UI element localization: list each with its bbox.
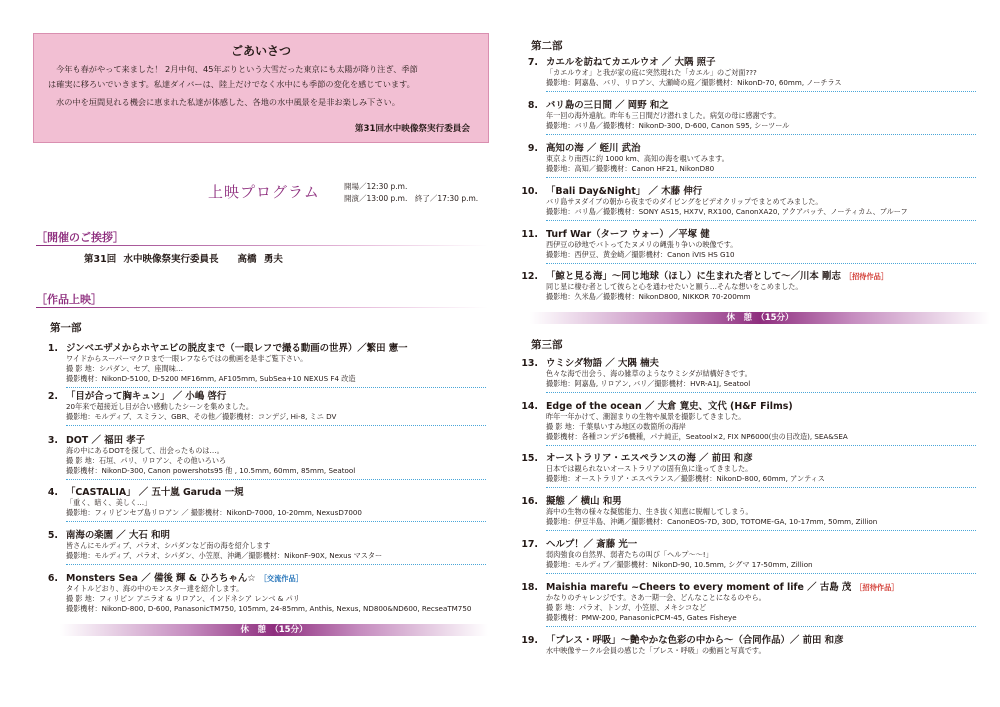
program-item-heading <box>518 226 988 240</box>
program-item-number: 16. <box>521 496 538 507</box>
program-item-title: ジンベエザメからホヤエビの脱皮まで（一眼レフで撮る動画の世界）／繁田 憲一 <box>66 343 408 354</box>
program-item-heading <box>518 632 988 646</box>
program-item-heading <box>518 183 988 197</box>
program-item <box>518 268 988 302</box>
program-item <box>518 226 988 260</box>
program-item-detail: かなりのチャレンジです。さあ一期一会、どんなことになるのやら。 <box>546 593 766 602</box>
program-item-heading <box>518 54 988 68</box>
program-item-heading <box>518 398 988 412</box>
program-item <box>518 450 988 484</box>
program-item-title: 南海の楽園 ／ 大石 和明 <box>66 530 170 541</box>
program-item-title: 高知の海 ／ 蛭川 武治 <box>546 143 641 154</box>
program-item-detail: 20年来で超接近し目が合い感動したシーンを集めました。 <box>66 402 254 411</box>
program-item-detail: 「カエルウオ」と我が家の庭に突然現れた「カエル」のご対面??? <box>546 68 757 77</box>
dotted-divider <box>546 445 976 446</box>
program-item-detail: 撮影地：モルディブ、パラオ、シパダン、小笠原、沖縄／撮影機材：NikonF-90X, Nexus マスター <box>66 551 383 560</box>
program-item-title: Turf War（ターフ ウォー）／平塚 健 <box>546 229 710 240</box>
break-banner-1: 休 憩 （15分） <box>60 624 488 636</box>
program-item-detail: 皆さんにモルディブ、パラオ、シパダンなど南の海を紹介します <box>66 541 271 550</box>
program-item-heading <box>38 527 498 541</box>
program-item-detail: 同じ星に棲む者として彼らと心を通わせたいと願う…そんな想いをこめました。 <box>546 282 803 291</box>
program-item <box>38 484 498 518</box>
program-item-heading <box>38 484 498 498</box>
program-item <box>518 536 988 570</box>
program-item-detail: バリ島サヌダイブの朝から夜までのダイビングをビデオクリップでまとめてみました。 <box>546 197 823 206</box>
program-item-detail: 水中映像サークル会員の感じた「ブレス・呼吸」の動画と写真です。 <box>546 646 766 655</box>
program-item <box>518 54 988 88</box>
program-item <box>38 570 498 614</box>
program-item-detail: 日本では観られないオーストラリアの固有魚に逢ってきました。 <box>546 464 753 473</box>
section-divider <box>36 245 488 246</box>
dotted-divider <box>66 564 486 565</box>
break-banner-2: 休 憩 （15分） <box>530 312 990 324</box>
part-2-heading: 第二部 <box>531 40 563 52</box>
program-item-number: 2. <box>47 391 58 402</box>
program-times <box>344 181 478 205</box>
program-item-detail: 年一回の海外遠航。昨年も三日間だけ潜れました。病気の母に感謝です。 <box>546 111 781 120</box>
program-item-detail: ワイドからスーパーマクロまで一眼レフならではの動画を是非ご覧下さい。 <box>66 354 308 363</box>
dotted-divider <box>546 177 976 178</box>
dotted-divider <box>546 91 976 92</box>
dotted-divider <box>546 487 976 488</box>
program-item-detail: 撮影地：阿嘉島、バリ、リロアン、大瀬崎の庭／撮影機材：NikonD-70, 60mm, ノーチラス <box>546 78 842 87</box>
open-time: 開場／12:30 p.m. <box>344 182 408 191</box>
program-item-detail: 撮影地：久米島／撮影機材：NikonD800, NIKKOR 70-200mm <box>546 292 751 301</box>
section-divider <box>36 307 488 308</box>
program-item-title: カエルを訪ねてカエルウオ ／ 大隅 照子 <box>546 57 716 68</box>
program-item-number: 13. <box>521 358 538 369</box>
program-item-detail: 撮影地：阿嘉島, リロアン, バリ／撮影機材：HVR-A1J, Seatool <box>546 379 751 388</box>
program-item-detail: 撮影地：伊豆半島、沖縄／撮影機材：CanonEOS-7D, 30D, TOTOME-GA, 10-17mm, 50mm, Zillion <box>546 517 878 526</box>
dotted-divider <box>546 263 976 264</box>
program-item-number: 9. <box>527 143 538 154</box>
program-item-heading <box>518 140 988 154</box>
dotted-divider <box>66 425 486 426</box>
program-item-detail: 撮影地：フィリピンセブ島リロアン ／ 撮影機材：NikonD-7000, 10-20mm, NexusD7000 <box>66 508 362 517</box>
dotted-divider <box>66 479 486 480</box>
dotted-divider <box>66 521 486 522</box>
program-item-detail: 撮 影 地：千葉県いすみ地区の数箇所の海岸 <box>546 422 686 431</box>
program-item-heading <box>518 97 988 111</box>
program-item-detail: 色々な海で出会う、海の雑草のようなウミシダが結構好きです。 <box>546 369 752 378</box>
program-item <box>518 140 988 174</box>
opening-speaker: 第31回 水中映像祭実行委員長 高橋 勇夫 <box>84 254 283 265</box>
program-item-detail: 東京より南西に約 1000 km、高知の海を覗いてみます。 <box>546 154 729 163</box>
program-item-detail: 撮影地：西伊豆、黄金崎／撮影機材：Canon iVIS HS G10 <box>546 250 735 259</box>
program-item-detail: 撮影地：バリ島／撮影機材：NikonD-300, D-600, Canon S95, シーツール <box>546 121 790 130</box>
program-item-title: バリ島の三日間 ／ 岡野 和之 <box>546 100 669 111</box>
program-item-title: DOT ／ 福田 孝子 <box>66 435 146 446</box>
program-item <box>38 527 498 561</box>
program-title: 上映プログラム <box>208 183 320 201</box>
program-item-title: Maishia marefu ~Cheers to every moment of life ／ 古島 茂 <box>546 582 852 593</box>
program-item-title: ヘルプ！／ 斎藤 光一 <box>546 539 638 550</box>
program-item-number: 4. <box>47 487 58 498</box>
program-item-title: 「Bali Day&Night」 ／ 木藤 伸行 <box>546 186 703 197</box>
program-item-detail: タイトルどおり、海の中のモンスター達を紹介します。 <box>66 584 244 593</box>
program-item-detail: 撮 影 地：シパダン、セブ、座間味… <box>66 364 183 373</box>
program-item-detail: 撮影地：バリ島／撮影機材：SONY AS15, HX7V, RX100, CanonXA20, アクアバッテ、ノーティカム、ブルーフ <box>546 207 908 216</box>
program-item-detail: 海中の生物の様々な擬態能力、生き抜く知恵に脱帽してしまう。 <box>546 507 753 516</box>
dotted-divider <box>546 626 976 627</box>
program-item-number: 8. <box>527 100 538 111</box>
program-item-heading <box>518 450 988 464</box>
program-item <box>518 632 988 656</box>
program-item-title: 「目が合って胸キュン」 ／ 小嶋 啓行 <box>66 391 227 402</box>
program-item-number: 17. <box>521 539 538 550</box>
program-item-title: 「CASTALIA」 ／ 五十嵐 Garuda 一規 <box>66 487 244 498</box>
program-item-tag: ［交流作品］ <box>259 574 303 583</box>
program-item-title: Monsters Sea ／ 備後 輝 & ひろちゃん☆ <box>66 573 256 584</box>
greeting-signature: 第31回水中映像祭実行委員会 <box>354 124 470 134</box>
program-item-heading <box>518 268 988 282</box>
program-item-number: 5. <box>47 530 58 541</box>
program-item-detail: 弱肉強食の自然界、弱者たちの叫び「ヘルプ〜〜!」 <box>546 550 713 559</box>
greeting-box <box>33 33 489 143</box>
dotted-divider <box>546 220 976 221</box>
program-item-heading <box>518 536 988 550</box>
program-item-detail: 「重く、暗く、美しく…」 <box>66 498 152 507</box>
program-item-detail: 西伊豆の砂地でバトってたヌメリの縄張り争いの映像です。 <box>546 240 738 249</box>
program-item-detail: 撮影機材：PMW-200, PanasonicPCM-45, Gates Fisheye <box>546 613 737 622</box>
program-item-detail: 撮 影 地：パラオ、トンガ、小笠原、メキシコなど <box>546 603 707 612</box>
section-opening-heading: ［開催のご挨拶］ <box>36 231 124 244</box>
program-item-detail: 撮 影 地：石垣、パリ、リロアン、その他いろいろ <box>66 456 227 465</box>
program-item <box>518 493 988 527</box>
program-item <box>518 355 988 389</box>
section-screening-heading: ［作品上映］ <box>36 293 102 306</box>
program-item-heading <box>518 493 988 507</box>
program-item-heading <box>518 579 988 593</box>
program-item-heading <box>38 340 498 354</box>
program-item-detail: 海の中にあるDOTを探して、出会ったものは…。 <box>66 446 224 455</box>
program-item-detail: 撮影地：モルディブ、スミラン、GBR、その他／撮影機材：コンデジ, Hi-8, ミニ DV <box>66 412 337 421</box>
program-item-number: 3. <box>47 435 58 446</box>
program-item-detail: 撮影機材：NikonD-800, D-600, PanasonicTM750, 105mm, 24-85mm, Anthis, Nexus, ND800&ND600, RecseaTM750 <box>66 604 472 613</box>
program-item-number: 7. <box>527 57 538 68</box>
program-item-tag: ［招待作品］ <box>855 583 899 592</box>
program-item-heading <box>38 432 498 446</box>
program-item-number: 19. <box>521 635 538 646</box>
dotted-divider <box>546 530 976 531</box>
program-item-heading <box>38 388 498 402</box>
program-item-detail: 撮影地：モルディブ／撮影機材：NikonD-90, 10.5mm, シグマ 17-50mm, Zillion <box>546 560 813 569</box>
program-item-tag: ［招待作品］ <box>844 272 889 281</box>
greeting-paragraph-2: は確実に移ろいでいきます。私達ダイバーは、陸上だけでなく水中にも季節の変化を感じています。 <box>48 79 415 89</box>
program-item <box>38 388 498 422</box>
program-item-heading <box>518 355 988 369</box>
program-item-detail: 撮影地：高知／撮影機材：Canon HF21, NikonD80 <box>546 164 715 173</box>
program-item-detail: 撮 影 地：フィリピン アニラオ & リロアン、インドネシア レンベ & パリ <box>66 594 300 603</box>
program-item-number: 1. <box>47 343 58 354</box>
program-item-number: 18. <box>521 582 538 593</box>
part-1-heading: 第一部 <box>50 322 82 334</box>
program-item-number: 6. <box>47 573 58 584</box>
dotted-divider <box>546 392 976 393</box>
start-end-time: 開演／13:00 p.m. 終了／17:30 p.m. <box>344 194 479 203</box>
program-item-number: 10. <box>521 186 538 197</box>
program-item-number: 12. <box>521 271 538 282</box>
program-item-number: 11. <box>521 229 538 240</box>
program-item-detail: 撮影地：オーストラリア・エスペランス／撮影機材：NikonD-800, 60mm, アンティス <box>546 474 825 483</box>
program-item-detail: 昨年一年かけて、潮溜まりの生物や風景を撮影してきました。 <box>546 412 746 421</box>
dotted-divider <box>546 573 976 574</box>
greeting-title: ごあいさつ <box>230 44 291 58</box>
program-item-detail: 撮影機材：NikonD-300, Canon powershots95 他 , 10.5mm, 60mm, 85mm, Seatool <box>66 466 356 475</box>
program-item <box>518 97 988 131</box>
dotted-divider <box>546 134 976 135</box>
program-item <box>518 183 988 217</box>
program-item-detail: 撮影機材：各種コンデジ6機種，パナ純正，Seatool×2, FIX NP6000(虫の目改造), SEA&SEA <box>546 432 848 441</box>
program-item-title: Edge of the ocean ／ 大倉 寛史、文代 (H&F Films) <box>546 401 793 412</box>
program-item-detail: 撮影機材：NikonD-5100, D-5200 MF16mm, AF105mm, SubSea+10 NEXUS F4 改造 <box>66 374 356 383</box>
program-item-number: 15. <box>521 453 538 464</box>
part-3-heading: 第三部 <box>531 339 563 351</box>
program-item-title: ウミシダ物語 ／ 大隅 楠夫 <box>546 358 659 369</box>
program-item <box>38 432 498 476</box>
greeting-paragraph-3: 水の中を垣間見れる機会に恵まれた私達が体感した、各地の水中風景を是非お楽しみ下さい。 <box>56 97 400 107</box>
program-item <box>38 340 498 384</box>
program-item-title: 「鯨と見る海」〜同じ地球（ほし）に生まれた者として〜／川本 剛志 <box>546 271 841 282</box>
program-item-title: 「ブレス・呼吸」〜艶やかな色彩の中から〜（合同作品）／ 前田 和彦 <box>546 635 844 646</box>
program-item <box>518 579 988 623</box>
program-item-title: 擬態 ／ 横山 和男 <box>546 496 622 507</box>
program-item <box>518 398 988 442</box>
program-item-number: 14. <box>521 401 538 412</box>
greeting-paragraph-1: 今年も春がやって来ました！ 2月中旬、45年ぶりという大雪だった東京にも太陽が降り注ぎ、季節 <box>56 64 418 74</box>
program-item-heading <box>38 570 498 584</box>
program-item-title: オーストラリア・エスペランスの海 ／ 前田 和彦 <box>546 453 753 464</box>
